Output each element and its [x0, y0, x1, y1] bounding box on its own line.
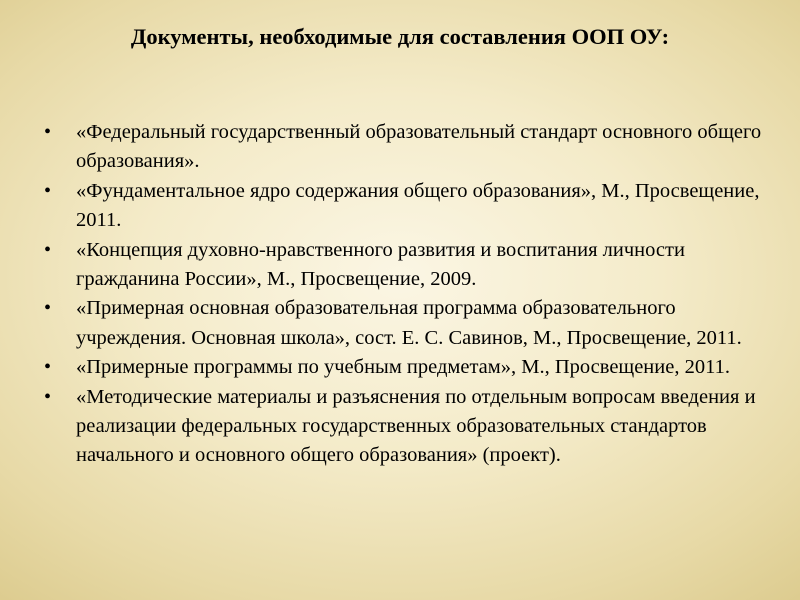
bullet-icon: • [44, 121, 52, 143]
bullet-icon: • [44, 385, 52, 408]
list-item [0, 353, 766, 382]
list-item-text: «Примерные программы по учебным предметам», М., Просвещение, 2011. [76, 356, 730, 379]
list-item [0, 177, 766, 236]
bullet-icon: • [44, 356, 52, 379]
document-list [0, 118, 800, 471]
list-item [0, 383, 766, 471]
list-item-text: «Федеральный государственный образовательный стандарт основного общего образования». [76, 121, 762, 173]
list-item-text: «Методические материалы и разъяснения по отдельным вопросам введения и реализации федеральных государственных образовательных стандартов начального и основного общего образования» (проект). [76, 385, 756, 467]
list-item-text: «Концепция духовно-нравственного развития и воспитания личности гражданина России», М., Просвещение, 2009. [76, 238, 685, 291]
list-item [0, 294, 766, 353]
bullet-icon: • [44, 179, 52, 202]
list-item [0, 118, 766, 177]
bullet-icon: • [44, 238, 52, 261]
list-item-text: «Примерная основная образовательная программа образовательного учреждения. Основная школа», сост. Е. С. Савинов, М., Просвещение, 2011. [76, 297, 742, 349]
bullet-icon: • [44, 297, 52, 320]
list-item [0, 236, 766, 295]
slide-title: Документы, необходимые для составления ООП ОУ: [130, 24, 670, 49]
list-item-text: «Фундаментальное ядро содержания общего образования», М., Просвещение, 2011. [76, 179, 760, 232]
